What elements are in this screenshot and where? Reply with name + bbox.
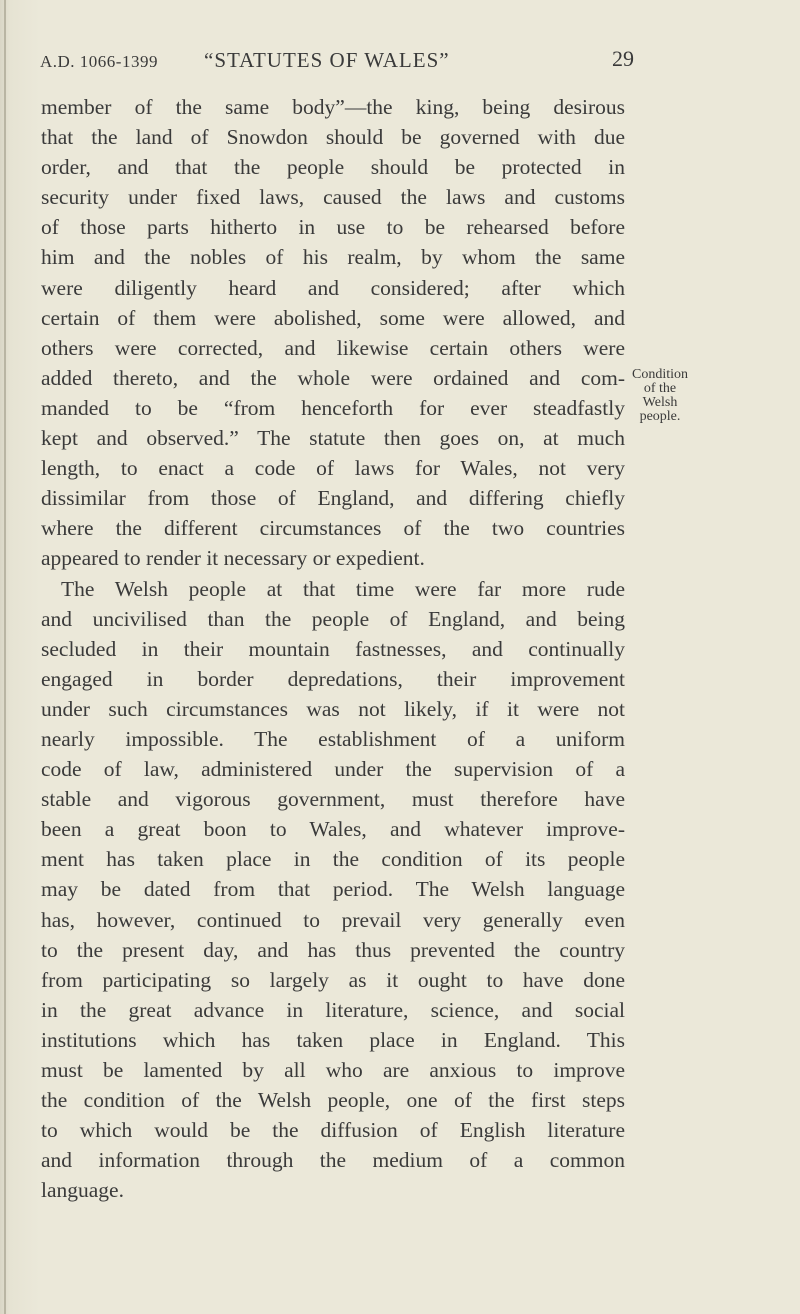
text-line: him and the nobles of his realm, by whom the same — [41, 245, 625, 270]
text-line: from participating so largely as it ought to have done — [41, 967, 625, 992]
text-line: in the great advance in literature, science, and social — [41, 997, 625, 1022]
text-line: to the present day, and has thus prevented the country — [41, 937, 625, 962]
text-line: added thereto, and the whole were ordained and com- — [41, 365, 625, 390]
text-line: of those parts hitherto in use to be rehearsed before — [41, 215, 625, 240]
text-line: engaged in border depredations, their improvement — [41, 666, 625, 691]
text-line: nearly impossible. The establishment of a uniform — [41, 726, 625, 751]
text-line: stable and vigorous government, must therefore have — [41, 787, 625, 812]
text-line: member of the same body”—the king, being desirous — [41, 95, 625, 119]
page-gutter-edge — [4, 0, 6, 1314]
text-line: has, however, continued to prevail very generally even — [41, 907, 625, 932]
running-head-dates: A.D. 1066-1399 — [40, 52, 158, 71]
margin-sidenote — [620, 368, 700, 424]
text-line: others were corrected, and likewise certain others were — [41, 335, 625, 360]
text-line: to which would be the diffusion of English literature — [41, 1118, 625, 1143]
page-number: 29 — [612, 46, 634, 71]
text-line: institutions which has taken place in England. This — [41, 1027, 625, 1052]
text-line: certain of them were abolished, some were allowed, and — [41, 305, 625, 330]
text-line: manded to be “from henceforth for ever steadfastly — [41, 395, 625, 420]
text-line: The Welsh people at that time were far more rude — [61, 576, 625, 601]
text-line: and uncivilised than the people of England, and being — [41, 606, 625, 631]
text-line: may be dated from that period. The Welsh language — [41, 877, 625, 902]
text-line: language. — [41, 1178, 124, 1203]
sidenote-line: people. — [639, 409, 681, 424]
text-line: security under fixed laws, caused the laws and customs — [41, 185, 625, 210]
sidenote-line: Welsh — [642, 395, 678, 410]
text-line: under such circumstances was not likely, if it were not — [41, 696, 625, 721]
text-line: where the different circumstances of the two countries — [41, 516, 625, 541]
text-line: were diligently heard and considered; after which — [41, 275, 625, 300]
text-line: that the land of Snowdon should be governed with due — [41, 125, 625, 150]
text-line: kept and observed.” The statute then goes on, at much — [41, 426, 625, 451]
text-line: must be lamented by all who are anxious to improve — [41, 1058, 625, 1082]
sidenote-line: of the — [643, 381, 677, 396]
text-line: code of law, administered under the supervision of a — [41, 757, 625, 782]
text-line: order, and that the people should be protected in — [41, 155, 625, 180]
text-line: appeared to render it necessary or expedient. — [41, 546, 425, 571]
running-head-title: “STATUTES OF WALES” — [204, 48, 450, 72]
page-header — [40, 44, 640, 74]
text-line: length, to enact a code of laws for Wales, not very — [41, 456, 625, 481]
text-line: ment has taken place in the condition of its people — [41, 847, 625, 872]
text-line: been a great boon to Wales, and whatever improve- — [41, 817, 625, 842]
text-line: and information through the medium of a common — [41, 1148, 625, 1173]
text-line: dissimilar from those of England, and differing chiefly — [41, 486, 625, 511]
text-line: secluded in their mountain fastnesses, and continually — [41, 636, 625, 661]
sidenote-line: Condition — [631, 367, 688, 382]
body-text — [41, 92, 625, 1205]
text-line: the condition of the Welsh people, one of the first steps — [41, 1088, 625, 1113]
